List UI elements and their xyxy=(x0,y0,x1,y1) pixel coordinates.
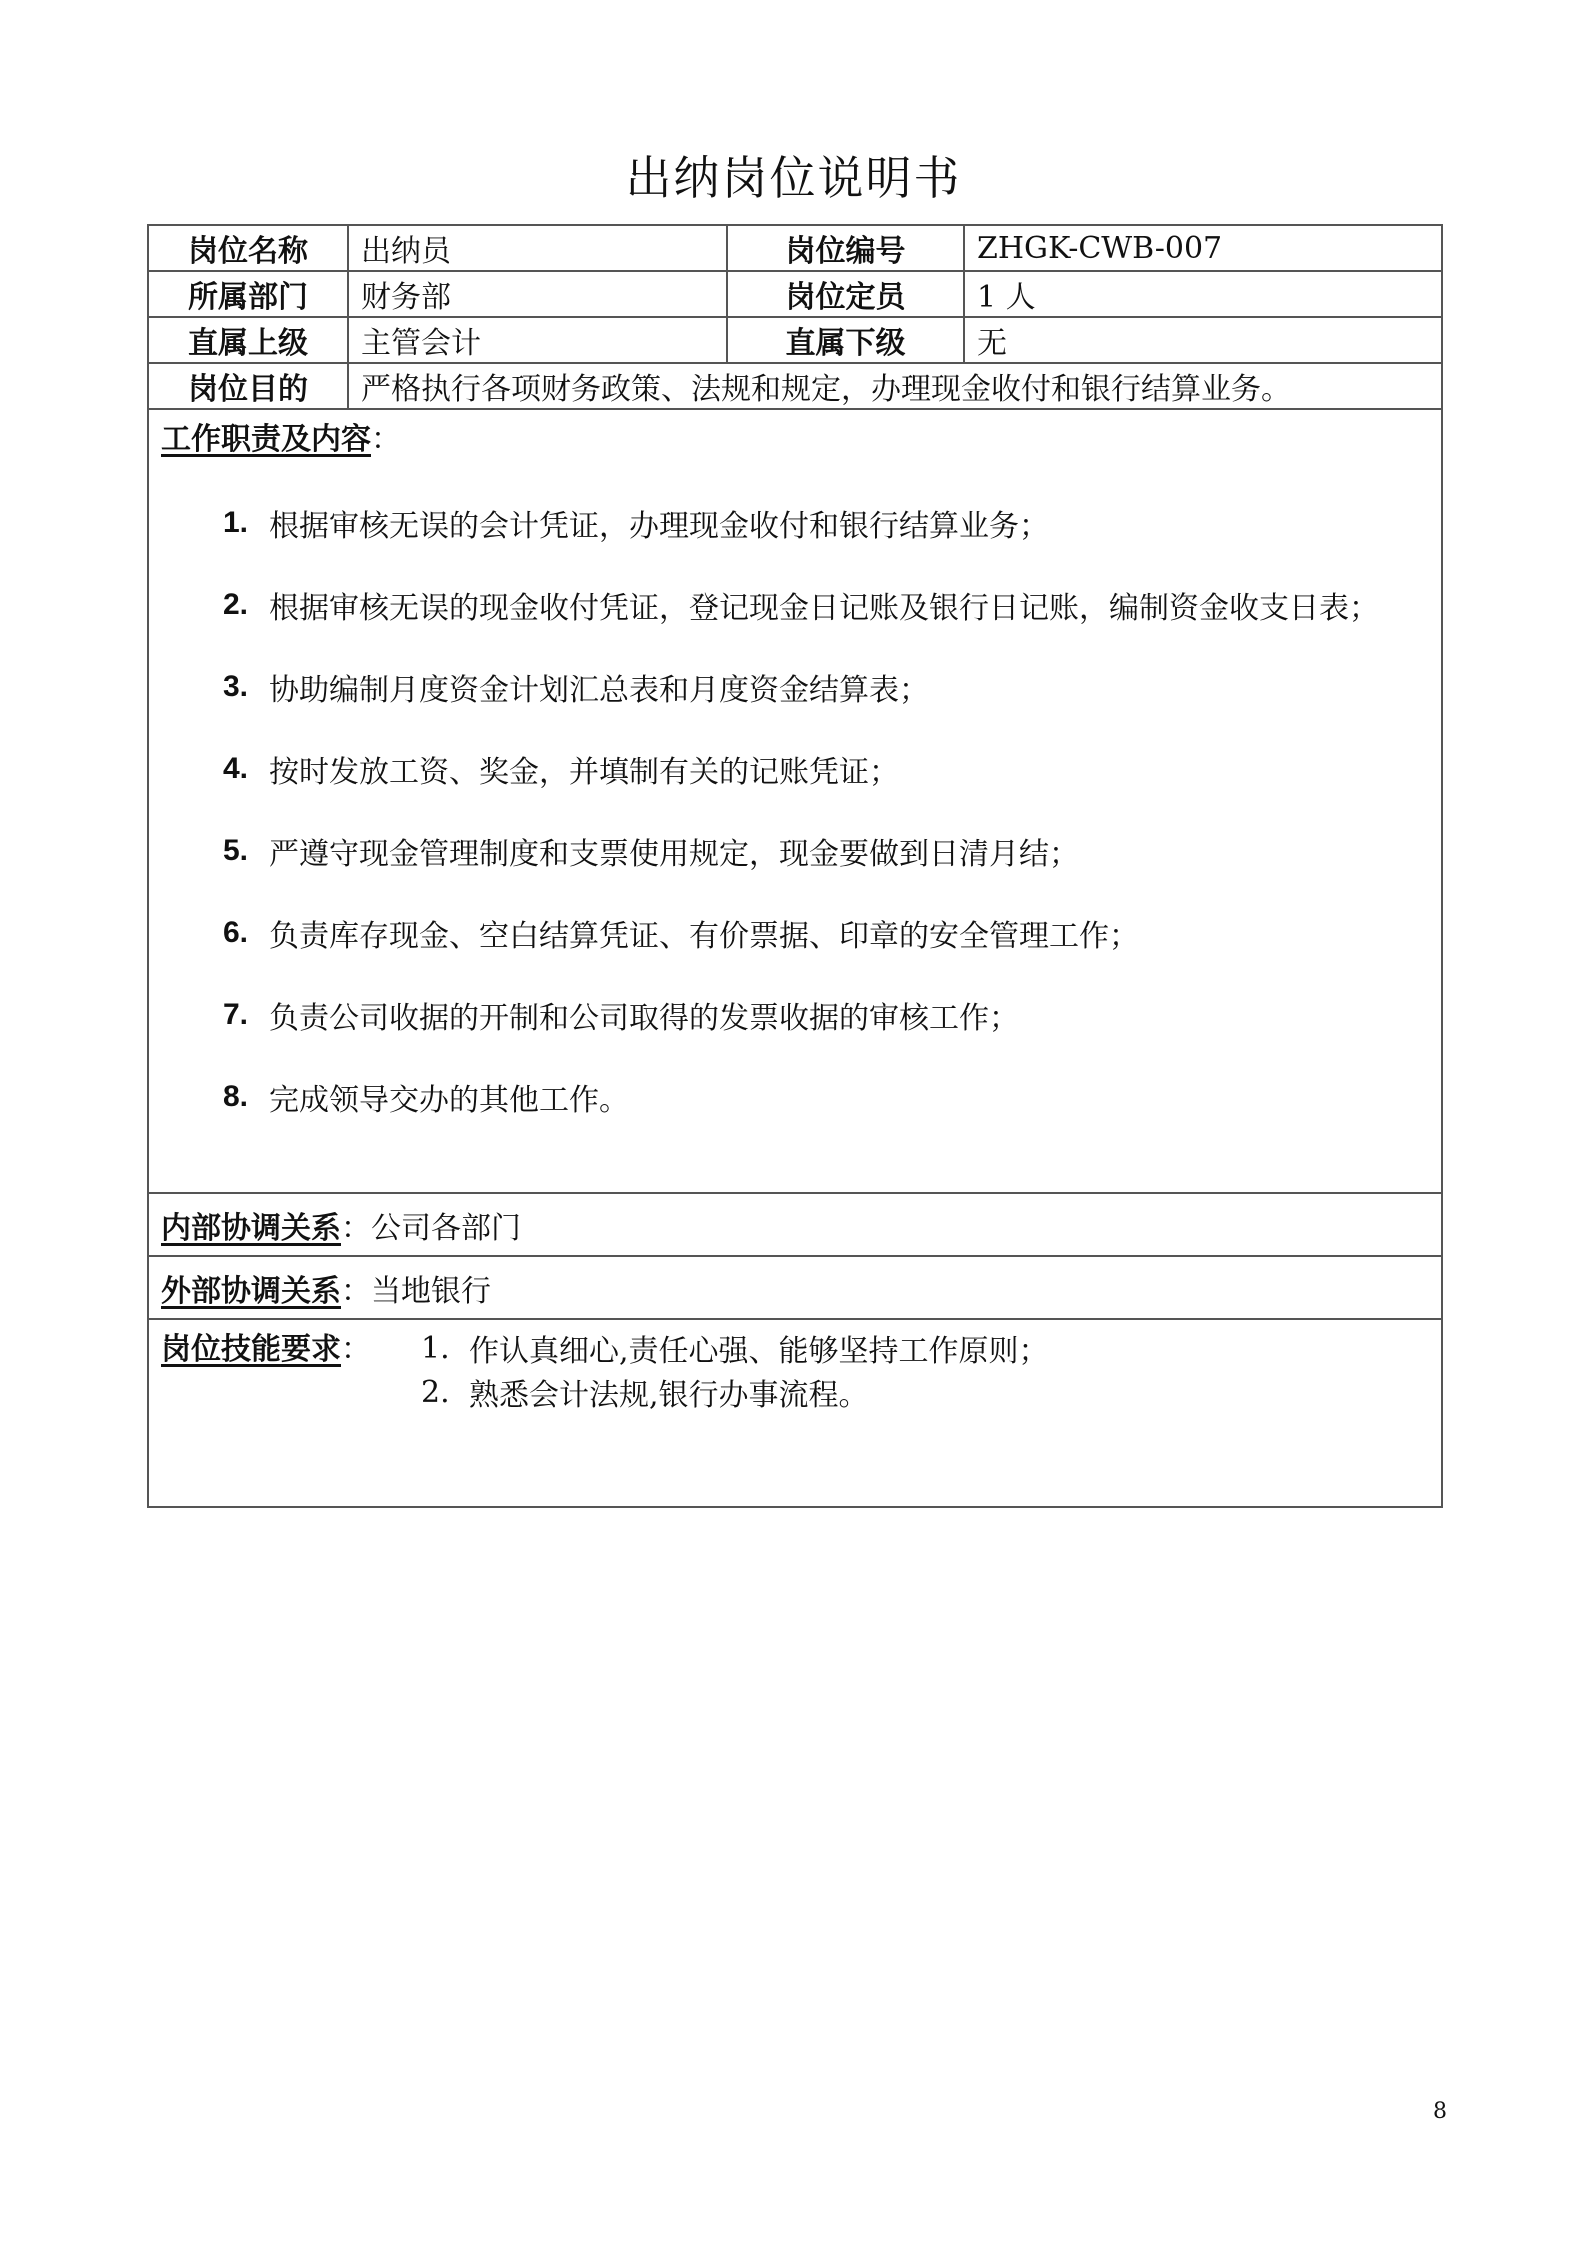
label-headcount: 岗位定员 xyxy=(728,272,965,316)
skills-section xyxy=(149,1320,1441,1506)
duty-number: 6. xyxy=(223,916,249,949)
duty-text: 严遵守现金管理制度和支票使用规定，现金要做到日清月结； xyxy=(269,837,1079,872)
info-row-name xyxy=(149,226,1441,272)
duty-number: 4. xyxy=(223,752,249,785)
duty-item xyxy=(223,728,1441,810)
duty-number: 1. xyxy=(223,506,249,539)
duty-text: 负责库存现金、空白结算凭证、有价票据、印章的安全管理工作； xyxy=(269,919,1139,954)
duty-number: 8. xyxy=(223,1080,249,1113)
duties-list xyxy=(161,482,1441,1138)
duty-item xyxy=(223,1056,1441,1138)
duty-text: 按时发放工资、奖金，并填制有关的记账凭证； xyxy=(269,755,899,790)
duties-heading-colon: ： xyxy=(371,422,401,457)
duty-item xyxy=(223,892,1441,974)
duty-item xyxy=(223,646,1441,728)
duty-item xyxy=(223,810,1441,892)
value-subordinate: 无 xyxy=(977,326,1007,361)
duty-number: 3. xyxy=(223,670,249,703)
value-department: 财务部 xyxy=(349,272,728,316)
duty-number: 5. xyxy=(223,834,249,867)
external-relations-label: 外部协调关系 xyxy=(161,1273,341,1309)
label-purpose: 岗位目的 xyxy=(149,364,349,408)
skill-text: 熟悉会计法规,银行办事流程。 xyxy=(469,1378,869,1413)
duty-text: 完成领导交办的其他工作。 xyxy=(269,1083,629,1118)
value-purpose: 严格执行各项财务政策、法规和规定，办理现金收付和银行结算业务。 xyxy=(361,372,1291,407)
skills-heading: 岗位技能要求 xyxy=(161,1332,341,1367)
info-row-reporting xyxy=(149,318,1441,364)
duty-item xyxy=(223,974,1441,1056)
skills-list xyxy=(371,1326,1049,1506)
value-position-name: 出纳员 xyxy=(349,226,728,270)
info-row-department xyxy=(149,272,1441,318)
skill-item xyxy=(421,1326,1049,1370)
duty-text: 根据审核无误的会计凭证，办理现金收付和银行结算业务； xyxy=(269,509,1049,544)
value-position-code: ZHGK-CWB-007 xyxy=(977,230,1223,266)
external-relations-value: 当地银行 xyxy=(371,1273,491,1309)
purpose-row xyxy=(149,364,1441,410)
label-department: 所属部门 xyxy=(149,272,349,316)
duty-item xyxy=(223,564,1441,646)
value-supervisor: 主管会计 xyxy=(349,318,728,362)
duty-item xyxy=(223,482,1441,564)
job-description-table xyxy=(147,224,1443,1508)
duties-heading: 工作职责及内容 xyxy=(161,422,371,457)
label-position-code: 岗位编号 xyxy=(728,226,965,270)
duty-text: 协助编制月度资金计划汇总表和月度资金结算表； xyxy=(269,673,929,708)
skill-number: 1. xyxy=(421,1330,450,1366)
external-relations-colon: ： xyxy=(341,1273,371,1309)
external-relations-row xyxy=(149,1257,1441,1320)
duty-number: 7. xyxy=(223,998,249,1031)
label-position-name: 岗位名称 xyxy=(149,226,349,270)
label-subordinate: 直属下级 xyxy=(728,318,965,362)
skill-number: 2. xyxy=(421,1374,450,1410)
skill-text: 作认真细心,责任心强、能够坚持工作原则； xyxy=(469,1334,1049,1369)
internal-relations-label: 内部协调关系 xyxy=(161,1210,341,1246)
internal-relations-colon: ： xyxy=(341,1210,371,1246)
page-number: 8 xyxy=(1433,2099,1447,2124)
internal-relations-row xyxy=(149,1194,1441,1257)
document-title: 出纳岗位说明书 xyxy=(625,151,962,205)
internal-relations-value: 公司各部门 xyxy=(371,1210,521,1246)
duty-text: 根据审核无误的现金收付凭证，登记现金日记账及银行日记账，编制资金收支日表； xyxy=(269,591,1379,626)
value-headcount: 1 人 xyxy=(977,280,1036,315)
duty-number: 2. xyxy=(223,588,249,621)
label-supervisor: 直属上级 xyxy=(149,318,349,362)
skill-item xyxy=(421,1370,1049,1414)
skills-heading-colon: ： xyxy=(341,1332,371,1367)
duty-text: 负责公司收据的开制和公司取得的发票收据的审核工作； xyxy=(269,1001,1019,1036)
duties-section xyxy=(149,410,1441,1194)
